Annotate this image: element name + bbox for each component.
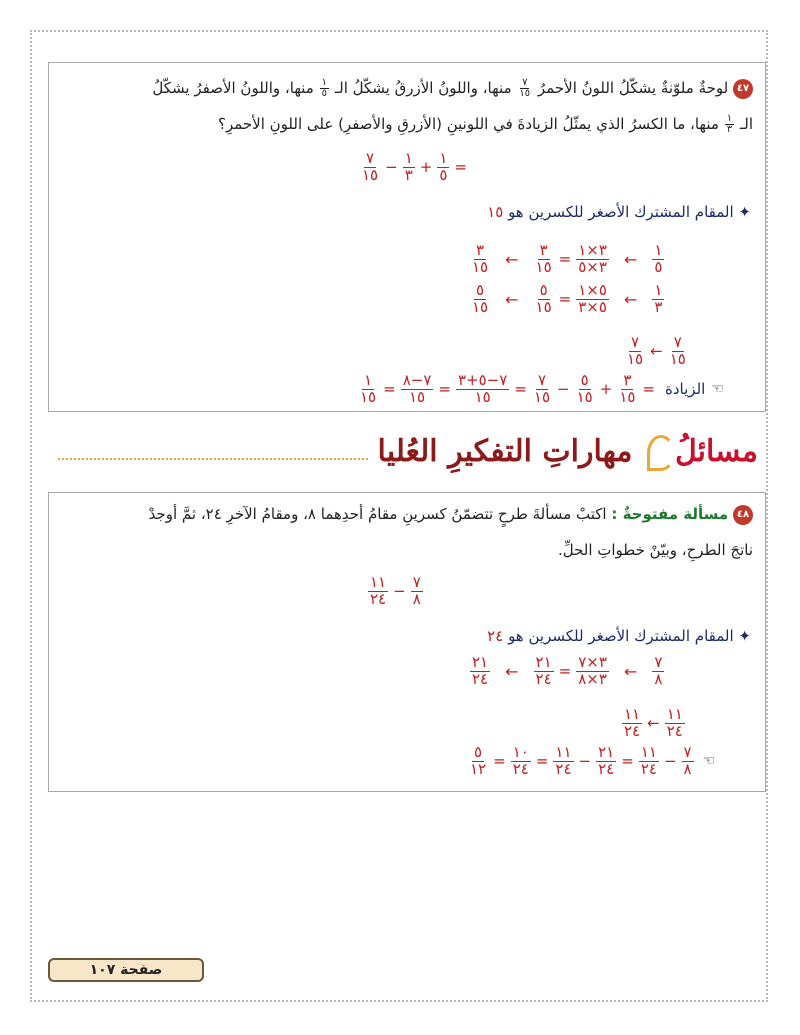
q48-final-solution: $\frac{٥}{١٢}$ = $\frac{١٠}{٢٤}$ = $\frac{١١}{٢٤}$ − $\frac{٢١}{٢٤}$ = $\frac{١١}{٢٤}$ − $\frac{٧}{٨}$ ☜ — [470, 743, 716, 778]
red-fraction: $\frac{٧}{١٥}$ — [519, 76, 531, 99]
yellow-fraction: $\frac{١}{٣}$ — [726, 112, 733, 135]
fraction: $\frac{١}{٥}$ — [654, 241, 663, 276]
q47-conversion-row-1: $\frac{٣}{١٥}$ ← $\frac{٣}{١٥}$ = $\frac{٣\times ١}{٣\times ٥}$ ← $\frac{١}{٥}$ — [472, 241, 663, 276]
question-number-badge: ٤٨ — [733, 505, 753, 525]
question-47-box — [48, 62, 766, 412]
q47-text-b: منها، واللونُ الأزرقُ يشكّلُ الـ — [334, 79, 512, 97]
q47-final-solution: $\frac{١}{١٥}$ = $\frac{٧-٨}{١٥}$ = $\frac{٧-٥+٣}{١٥}$ = $\frac{٧}{١٥}$ − $\frac{٥}{١٥}$ + $\frac{٣}{١٥}$ = الزيادة ☜ — [360, 371, 724, 406]
fraction: $\frac{٥\times ١}{٥\times ٣}$ — [578, 281, 607, 316]
fraction: $\frac{١}{١٥}$ — [360, 371, 377, 406]
question-48-line-1 — [63, 497, 753, 531]
lcd-value: ١٥ — [487, 203, 504, 221]
q48-conversion-row-1: $\frac{٢١}{٢٤}$ ← $\frac{٢١}{٢٤}$ = $\frac{٣\times ٧}{٣\times ٨}$ ← $\frac{٧}{٨}$ — [472, 653, 663, 688]
fraction: $\frac{٢١}{٢٤}$ — [598, 743, 615, 778]
fraction: $\frac{٣\times ٧}{٣\times ٨}$ — [578, 653, 607, 688]
fraction: $\frac{١١}{٢٤}$ — [666, 705, 683, 740]
fraction: $\frac{٧}{٨}$ — [412, 573, 421, 608]
pointing-hand-icon: ☜ — [711, 381, 724, 398]
pointing-hand-icon: ☜ — [702, 753, 716, 770]
fraction: $\frac{١١}{٢٤}$ — [370, 573, 387, 608]
q47-text-c: منها، واللونُ الأصفرُ يشكّلُ — [152, 79, 314, 97]
fraction: $\frac{٧}{٨}$ — [683, 743, 692, 778]
fraction: $\frac{٢١}{٢٤}$ — [472, 653, 489, 688]
section-title: مسائلُ مهاراتِ التفكيرِ العُليا — [377, 434, 758, 469]
fraction: $\frac{١١}{٢٤}$ — [624, 705, 641, 740]
fraction: $\frac{٧}{١٥}$ — [533, 371, 551, 406]
q47-conversion-row-2: $\frac{٥}{١٥}$ ← $\frac{٥}{١٥}$ = $\frac{٥\times ١}{٥\times ٣}$ ← $\frac{١}{٣}$ — [472, 281, 663, 316]
header-dotted-line — [58, 458, 368, 460]
increase-label: الزيادة — [665, 380, 706, 399]
q48-lcd-statement: ✦ المقام المشترك الأصغر للكسرين هو ٢٤ — [487, 627, 751, 645]
fraction: $\frac{١١}{٢٤}$ — [555, 743, 572, 778]
fraction: $\frac{٧-٥+٣}{١٥}$ — [457, 371, 508, 406]
question-number-badge: ٤٧ — [733, 79, 753, 99]
q48-text-b: ناتجَ الطرحِ، وبيّنْ خطواتِ الحلِّ. — [557, 541, 753, 559]
lcd-value: ٢٤ — [487, 627, 504, 645]
fraction: $\frac{٧}{١٥}$ — [362, 149, 379, 184]
fraction: $\frac{٧-٨}{١٥}$ — [402, 371, 432, 406]
open-problem-label: مسألة مفتوحةٌ : — [611, 505, 729, 523]
fraction: $\frac{١}{٥}$ — [439, 149, 448, 184]
blue-fraction: $\frac{١}{٥}$ — [321, 76, 327, 99]
fraction: $\frac{٥}{١٥}$ — [576, 371, 593, 406]
q48-text-a: اكتبْ مسألةَ طرحٍ تتضمّنُ كسرينِ مقامُ أحدِهما ٨، ومقامُ الآخرِ ٢٤، ثمَّ أوجدْ — [148, 505, 607, 523]
question-48-line-2 — [63, 533, 753, 567]
fraction: $\frac{٢١}{٢٤}$ — [535, 653, 552, 688]
q48-expression: $\frac{١١}{٢٤}$ − $\frac{٧}{٨}$ — [370, 573, 421, 608]
question-47-line-1 — [63, 71, 753, 105]
question-48-box — [48, 492, 766, 792]
q47-lcd-statement: ✦ المقام المشترك الأصغر للكسرين هو ١٥ — [487, 203, 751, 221]
fraction: $\frac{٥}{١٢}$ — [470, 743, 487, 778]
fraction: $\frac{١}{٣}$ — [654, 281, 663, 316]
swirl-ornament-icon — [647, 435, 675, 471]
fraction: $\frac{٥}{١٥}$ — [535, 281, 552, 316]
q48-conversion-row-2: $\frac{١١}{٢٤}$ ← $\frac{١١}{٢٤}$ — [624, 705, 683, 740]
fraction: $\frac{٣\times ١}{٣\times ٥}$ — [578, 241, 607, 276]
q47-conversion-row-3: $\frac{٧}{١٥}$ ← $\frac{٧}{١٥}$ — [627, 333, 686, 368]
page-number-label: صفحة ١٠٧ — [48, 958, 204, 982]
fraction: $\frac{٧}{٨}$ — [654, 653, 663, 688]
fraction: $\frac{٥}{١٥}$ — [472, 281, 489, 316]
section-header — [48, 432, 768, 482]
q47-expression: $\frac{٧}{١٥}$ − $\frac{١}{٣}$ + $\frac{١}{٥}$ = — [362, 149, 467, 184]
fraction: $\frac{٣}{١٥}$ — [619, 371, 636, 406]
fraction: $\frac{١}{٣}$ — [404, 149, 413, 184]
fraction: $\frac{١١}{٢٤}$ — [640, 743, 657, 778]
q47-text-d: الـ — [739, 115, 753, 133]
fraction: $\frac{٧}{١٥}$ — [669, 333, 686, 368]
question-47-line-2 — [63, 107, 753, 141]
fraction: $\frac{١٠}{٢٤}$ — [512, 743, 529, 778]
fraction: $\frac{٣}{١٥}$ — [472, 241, 489, 276]
q47-text-e: منها، ما الكسرُ الذي يمثّلُ الزيادةَ في اللونينِ (الأزرقِ والأصفرِ) على اللونِ الأحمرِ؟ — [217, 115, 719, 133]
fraction: $\frac{٧}{١٥}$ — [627, 333, 644, 368]
fraction: $\frac{٣}{١٥}$ — [535, 241, 552, 276]
q47-text-a: لوحةٌ ملوّنةٌ يشكّلُ اللونُ الأحمرُ — [537, 79, 729, 97]
